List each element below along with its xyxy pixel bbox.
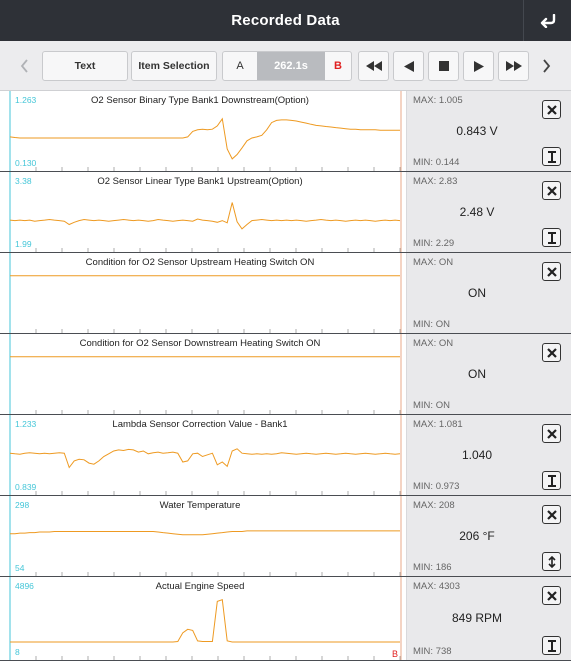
y-axis-max-label: 298 bbox=[15, 500, 30, 510]
text-cursor-icon bbox=[547, 640, 557, 652]
marker-b-label[interactable]: B bbox=[334, 60, 342, 72]
y-axis-max-label: 3.38 bbox=[15, 176, 32, 186]
graph-area[interactable] bbox=[0, 334, 406, 414]
min-value: MIN: 738 bbox=[413, 646, 452, 657]
data-stream-row bbox=[0, 253, 571, 334]
max-value: MAX: 208 bbox=[413, 500, 455, 511]
data-stream-row bbox=[0, 91, 571, 172]
current-value: 2.48 V bbox=[459, 205, 495, 219]
close-icon bbox=[547, 186, 557, 196]
text-cursor-icon bbox=[547, 232, 557, 244]
stats-panel bbox=[406, 415, 571, 495]
stats-panel bbox=[406, 577, 571, 660]
chevron-left-icon bbox=[20, 59, 30, 73]
y-axis-min-label: 0.839 bbox=[15, 482, 37, 492]
data-series-line bbox=[10, 449, 400, 468]
current-value: ON bbox=[468, 286, 486, 300]
close-icon bbox=[547, 429, 557, 439]
time-value: 262.1s bbox=[257, 52, 325, 80]
remove-stream-button[interactable] bbox=[542, 424, 561, 443]
stats-panel bbox=[406, 496, 571, 576]
stream-title: Condition for O2 Sensor Upstream Heating Switch ON bbox=[85, 257, 315, 268]
graph-area[interactable] bbox=[0, 172, 406, 252]
text-view-button[interactable]: Text bbox=[42, 51, 128, 81]
toolbar bbox=[0, 41, 571, 91]
current-value: ON bbox=[468, 367, 486, 381]
current-value: 0.843 V bbox=[456, 124, 498, 138]
y-axis-max-label: 1.263 bbox=[15, 95, 37, 105]
data-series-line bbox=[10, 203, 400, 229]
fast-forward-button[interactable] bbox=[498, 51, 529, 81]
prev-page-button[interactable] bbox=[12, 51, 38, 81]
stats-panel bbox=[406, 91, 571, 171]
y-axis-max-label: 1.233 bbox=[15, 419, 37, 429]
text-mode-button[interactable] bbox=[542, 636, 561, 655]
page-title: Recorded Data bbox=[231, 12, 340, 29]
close-icon bbox=[547, 348, 557, 358]
cursor-b-marker: B bbox=[391, 649, 398, 659]
graph-area[interactable] bbox=[0, 577, 406, 660]
max-value: MAX: 1.005 bbox=[413, 95, 463, 106]
min-value: MIN: 2.29 bbox=[413, 238, 455, 249]
y-axis-min-label: 54 bbox=[15, 563, 25, 573]
graph-area[interactable] bbox=[0, 91, 406, 171]
chevron-right-icon bbox=[541, 59, 551, 73]
item-selection-button[interactable]: Item Selection bbox=[131, 51, 217, 81]
close-icon bbox=[547, 267, 557, 277]
title-bar bbox=[0, 0, 571, 41]
stats-panel bbox=[406, 253, 571, 333]
vertical-resize-icon bbox=[547, 556, 557, 568]
y-axis-min-label: 1.99 bbox=[15, 239, 32, 249]
max-value: MAX: ON bbox=[413, 338, 454, 349]
graph-area[interactable] bbox=[0, 496, 406, 576]
step-forward-button[interactable] bbox=[463, 51, 494, 81]
return-arrow-icon bbox=[540, 14, 556, 28]
data-series-line bbox=[10, 531, 400, 535]
text-mode-button[interactable] bbox=[542, 147, 561, 166]
max-value: MAX: 1.081 bbox=[413, 419, 463, 430]
data-stream-row bbox=[0, 577, 571, 661]
max-value: MAX: ON bbox=[413, 257, 454, 268]
remove-stream-button[interactable] bbox=[542, 100, 561, 119]
data-stream-row bbox=[0, 172, 571, 253]
stats-panel bbox=[406, 172, 571, 252]
step-back-button[interactable] bbox=[393, 51, 424, 81]
current-value: 206 °F bbox=[459, 529, 495, 543]
min-value: MIN: ON bbox=[413, 400, 450, 411]
step-back-icon bbox=[404, 61, 414, 72]
stream-title: Actual Engine Speed bbox=[155, 581, 245, 592]
next-page-button[interactable] bbox=[533, 51, 559, 81]
graph-area[interactable] bbox=[0, 253, 406, 333]
min-value: MIN: 186 bbox=[413, 562, 452, 573]
y-axis-min-label: 8 bbox=[15, 647, 20, 657]
data-series-line bbox=[10, 600, 400, 642]
text-mode-button[interactable] bbox=[542, 228, 561, 247]
stream-title: O2 Sensor Binary Type Bank1 Downstream(Option) bbox=[91, 95, 309, 106]
current-value: 849 RPM bbox=[451, 611, 503, 625]
remove-stream-button[interactable] bbox=[542, 505, 561, 524]
close-icon bbox=[547, 591, 557, 601]
scale-button[interactable] bbox=[542, 552, 561, 571]
text-mode-button[interactable] bbox=[542, 471, 561, 490]
stream-title: Water Temperature bbox=[159, 500, 241, 511]
data-stream-list bbox=[0, 91, 571, 669]
text-cursor-icon bbox=[547, 475, 557, 487]
min-value: MIN: 0.973 bbox=[413, 481, 460, 492]
max-value: MAX: 2.83 bbox=[413, 176, 458, 187]
rewind-button[interactable] bbox=[358, 51, 389, 81]
data-series-line bbox=[10, 119, 400, 159]
stats-panel bbox=[406, 334, 571, 414]
data-stream-row bbox=[0, 334, 571, 415]
remove-stream-button[interactable] bbox=[542, 181, 561, 200]
close-icon bbox=[547, 510, 557, 520]
fast-forward-icon bbox=[506, 61, 522, 71]
remove-stream-button[interactable] bbox=[542, 262, 561, 281]
remove-stream-button[interactable] bbox=[542, 343, 561, 362]
step-forward-icon bbox=[474, 61, 484, 72]
min-value: MIN: 0.144 bbox=[413, 157, 460, 168]
data-stream-row bbox=[0, 496, 571, 577]
remove-stream-button[interactable] bbox=[542, 586, 561, 605]
min-value: MIN: ON bbox=[413, 319, 450, 330]
current-value: 1.040 bbox=[461, 448, 493, 462]
graph-area[interactable] bbox=[0, 415, 406, 495]
y-axis-min-label: 0.130 bbox=[15, 158, 37, 168]
y-axis-max-label: 4896 bbox=[15, 581, 34, 591]
rewind-icon bbox=[366, 61, 382, 71]
close-icon bbox=[547, 105, 557, 115]
stop-button[interactable] bbox=[428, 51, 459, 81]
stream-title: Condition for O2 Sensor Downstream Heating Switch ON bbox=[79, 338, 321, 349]
stream-title: O2 Sensor Linear Type Bank1 Upstream(Option) bbox=[97, 176, 303, 187]
marker-a-label[interactable]: A bbox=[236, 60, 244, 72]
stream-title: Lambda Sensor Correction Value - Bank1 bbox=[112, 419, 288, 430]
data-stream-row bbox=[0, 415, 571, 496]
time-range-selector bbox=[222, 51, 352, 81]
text-cursor-icon bbox=[547, 151, 557, 163]
back-button[interactable] bbox=[523, 0, 571, 41]
stop-icon bbox=[439, 61, 449, 71]
max-value: MAX: 4303 bbox=[413, 581, 460, 592]
